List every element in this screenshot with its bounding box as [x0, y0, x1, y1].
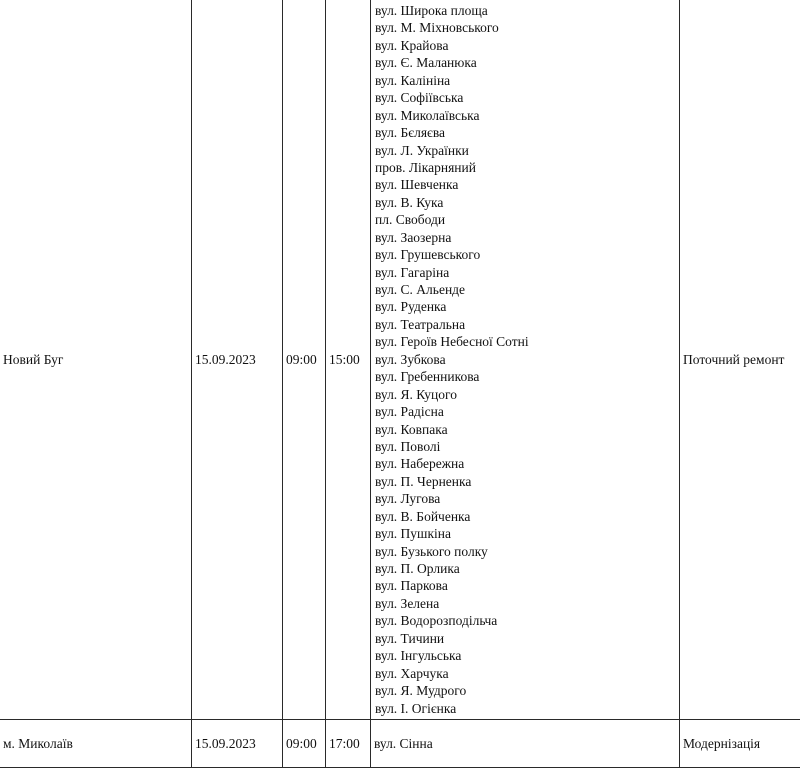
street-item: вул. П. Черненка — [375, 473, 676, 490]
street-item: вул. Я. Куцого — [375, 386, 676, 403]
street-item: вул. Гребенникова — [375, 368, 676, 385]
street-item: вул. Руденка — [375, 298, 676, 315]
street-item: вул. Пушкіна — [375, 525, 676, 542]
street-item: вул. Інгульська — [375, 647, 676, 664]
street-item: вул. Гагаріна — [375, 264, 676, 281]
street-item: вул. Ковпака — [375, 421, 676, 438]
street-item: вул. Тичини — [375, 630, 676, 647]
street-item: вул. І. Огієнка — [375, 700, 676, 717]
street-item: пл. Свободи — [375, 211, 676, 228]
street-item: вул. В. Кука — [375, 194, 676, 211]
street-item: вул. Зелена — [375, 595, 676, 612]
locality-cell: м. Миколаїв — [0, 720, 192, 768]
street-item: вул. Грушевського — [375, 246, 676, 263]
time-start-cell: 09:00 — [283, 720, 326, 768]
street-item: вул. Паркова — [375, 577, 676, 594]
street-item: вул. Бєляєва — [375, 124, 676, 141]
street-item: вул. Крайова — [375, 37, 676, 54]
street-item: вул. П. Орлика — [375, 560, 676, 577]
streets-cell — [371, 0, 680, 720]
street-item: вул. Шевченка — [375, 176, 676, 193]
date-cell: 15.09.2023 — [192, 720, 283, 768]
street-item: вул. Набережна — [375, 455, 676, 472]
street-item: вул. Миколаївська — [375, 107, 676, 124]
street-item: вул. Радісна — [375, 403, 676, 420]
street-item: вул. С. Альенде — [375, 281, 676, 298]
street-item: вул. Поволі — [375, 438, 676, 455]
table-row — [0, 720, 800, 768]
street-item: пров. Лікарняний — [375, 159, 676, 176]
street-item: вул. Л. Українки — [375, 142, 676, 159]
street-item: вул. Водорозподільча — [375, 612, 676, 629]
street-item: вул. В. Бойченка — [375, 508, 676, 525]
locality-cell: Новий Буг — [0, 0, 192, 720]
street-item: вул. Є. Маланюка — [375, 54, 676, 71]
street-item: вул. Театральна — [375, 316, 676, 333]
streets-cell: вул. Сінна — [371, 720, 680, 768]
time-start-cell: 09:00 — [283, 0, 326, 720]
street-item: вул. Харчука — [375, 665, 676, 682]
street-item: вул. Широка площа — [375, 2, 676, 19]
street-item: вул. Зубкова — [375, 351, 676, 368]
work-type-cell: Поточний ремонт — [680, 0, 800, 720]
street-item: вул. Софіївська — [375, 89, 676, 106]
street-item: вул. Заозерна — [375, 229, 676, 246]
work-type-cell: Модернізація — [680, 720, 800, 768]
time-end-cell: 17:00 — [326, 720, 371, 768]
street-item: вул. Героїв Небесної Сотні — [375, 333, 676, 350]
street-item: вул. Калініна — [375, 72, 676, 89]
street-list — [375, 2, 676, 717]
street-item: вул. Я. Мудрого — [375, 682, 676, 699]
street-item: вул. Лугова — [375, 490, 676, 507]
time-end-cell: 15:00 — [326, 0, 371, 720]
street-item: вул. Бузького полку — [375, 543, 676, 560]
street-item: вул. М. Міхновського — [375, 19, 676, 36]
date-cell: 15.09.2023 — [192, 0, 283, 720]
